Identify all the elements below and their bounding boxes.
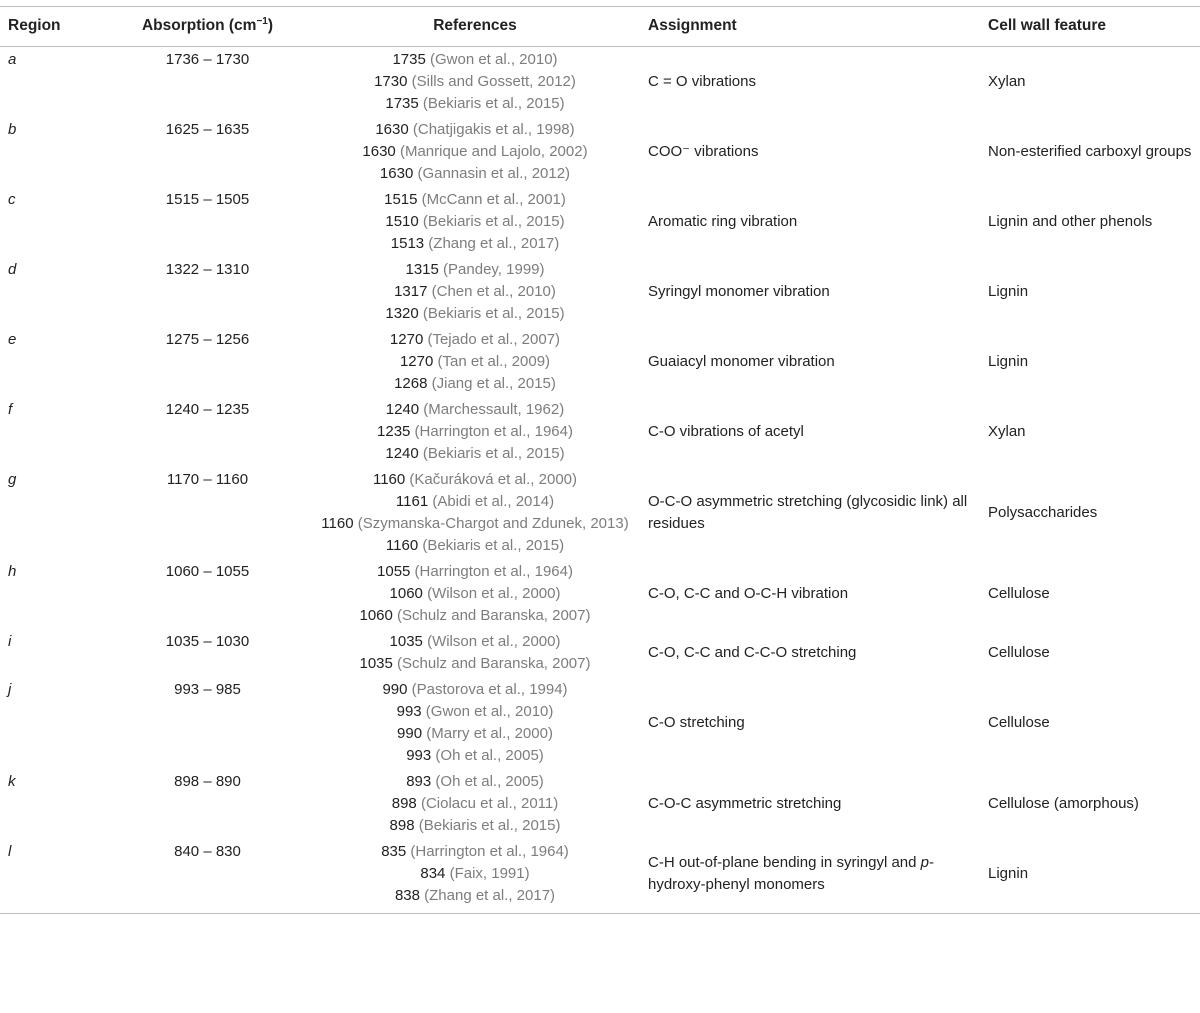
reference-line [318,793,632,815]
assignment-cell [640,559,980,629]
reference-line [318,605,632,627]
reference-citation: (Kačuráková et al., 2000) [405,471,578,488]
reference-line [318,49,632,71]
assignment-cell [640,467,980,559]
cell-wall-feature-cell: Non-esterified carboxyl groups [988,143,1192,160]
assignment-text: COO⁻ vibrations [648,143,759,160]
absorption-cell: 1515 – 1505 [165,191,250,208]
reference-line [318,583,632,605]
region-cell: d [8,261,17,278]
reference-wavenumber: 1240 [385,401,420,418]
reference-citation: (Schulz and Baranska, 2007) [392,655,591,672]
reference-wavenumber: 835 [381,843,407,860]
absorption-cell: 898 – 890 [174,773,241,790]
assignment-text: Guaiacyl monomer vibration [648,353,835,370]
reference-citation: (Manrique and Lajolo, 2002) [395,143,588,160]
reference-citation: (Bekiaris et al., 2015) [414,817,561,834]
reference-line [318,233,632,255]
reference-citation: (Chen et al., 2010) [427,283,556,300]
reference-line [318,351,632,373]
reference-line [318,373,632,395]
region-cell: j [8,681,12,698]
reference-wavenumber: 1317 [394,283,428,300]
references-cell [310,117,640,187]
header-references: References [310,7,640,47]
reference-line [318,469,632,491]
assignment-text: Syringyl monomer vibration [648,283,830,300]
references-cell [310,559,640,629]
reference-wavenumber: 838 [394,887,420,904]
absorption-cell: 1170 – 1160 [166,471,249,488]
reference-citation: (Sills and Gossett, 2012) [407,73,576,90]
reference-wavenumber: 1510 [385,213,419,230]
cell-wall-feature-cell: Cellulose [988,714,1050,731]
reference-wavenumber: 993 [396,703,422,720]
reference-citation: (Faix, 1991) [445,865,530,882]
reference-line [318,535,632,557]
absorption-cell: 1035 – 1030 [165,633,250,650]
region-cell: f [8,401,13,418]
assignment-text: C-O, C-C and C-C-O stretching [648,644,857,661]
reference-wavenumber: 1270 [399,353,434,370]
reference-wavenumber: 1060 [359,607,393,624]
reference-citation: (Harrington et al., 1964) [410,563,573,580]
reference-wavenumber: 1161 [395,493,429,510]
assignment-cell [640,677,980,769]
assignment-cell [640,47,980,118]
cell-wall-feature-cell: Lignin [980,839,1200,914]
region-cell: c [8,191,16,208]
absorption-cell: 1240 – 1235 [165,401,250,418]
reference-line [318,211,632,233]
reference-citation: (Pastorova et al., 1994) [407,681,568,698]
table-row [0,559,1200,629]
header-assignment: Assignment [640,7,980,47]
cell-wall-feature-cell: Cellulose (amorphous) [988,795,1139,812]
reference-wavenumber: 1055 [377,563,411,580]
table-row [0,839,1200,914]
assignment-cell [640,629,980,677]
assignment-text: O-C-O asymmetric stretching (glycosidic link) all residues [648,493,968,532]
references-cell [310,47,640,118]
reference-line [318,491,632,513]
reference-line [318,513,632,535]
absorption-cell: 1060 – 1055 [165,563,250,580]
region-cell: k [8,773,16,790]
reference-citation: (Gwon et al., 2010) [421,703,554,720]
reference-citation: (Oh et al., 2005) [431,747,544,764]
table-row [0,187,1200,257]
reference-wavenumber: 1035 [389,633,423,650]
header-absorption-exponent: −1 [256,15,268,27]
reference-wavenumber: 1060 [389,585,423,602]
assignment-text: Aromatic ring vibration [648,213,798,230]
cell-wall-feature-cell: Lignin and other phenols [988,213,1153,230]
reference-citation: (Marchessault, 1962) [419,401,565,418]
assignment-text: C-O vibrations of acetyl [648,423,804,440]
reference-citation: (Ciolacu et al., 2011) [416,795,559,812]
header-row [0,7,1200,47]
reference-citation: (Szymanska-Chargot and Zdunek, 2013) [353,515,629,532]
reference-citation: (Pandey, 1999) [438,261,545,278]
reference-wavenumber: 1270 [389,331,424,348]
cell-wall-feature-cell: Cellulose [988,585,1050,602]
reference-wavenumber: 1315 [405,261,439,278]
reference-line [318,93,632,115]
table-row [0,397,1200,467]
reference-line [318,815,632,837]
reference-line [318,163,632,185]
reference-citation: (Gwon et al., 2010) [425,51,558,68]
table-body [0,47,1200,914]
reference-line [318,421,632,443]
reference-wavenumber: 1235 [377,423,411,440]
reference-line [318,303,632,325]
assignment-cell [640,327,980,397]
reference-wavenumber: 1160 [372,471,406,488]
assignment-text: C-H out-of-plane bending in syringyl and [648,854,921,871]
references-cell [310,629,640,677]
reference-wavenumber: 1735 [385,95,419,112]
reference-citation: (Bekiaris et al., 2015) [418,305,565,322]
reference-wavenumber: 1630 [379,165,414,182]
reference-line [318,885,632,907]
absorption-cell: 1275 – 1256 [165,331,250,348]
reference-line [318,259,632,281]
reference-line [318,679,632,701]
reference-citation: (Marry et al., 2000) [422,725,553,742]
cell-wall-feature-cell: Polysaccharides [988,504,1098,521]
assignment-cell [640,257,980,327]
cell-wall-feature-cell: Cellulose [988,644,1050,661]
assignment-cell [640,839,980,914]
reference-citation: (Schulz and Baranska, 2007) [392,607,591,624]
assignment-text-end: -hydroxy-phenyl monomers [648,854,934,893]
header-region: Region [0,7,105,47]
assignment-text: C-O-C asymmetric stretching [648,795,842,812]
reference-citation: (Harrington et al., 1964) [406,843,569,860]
reference-wavenumber: 898 [391,795,417,812]
reference-line [318,71,632,93]
reference-citation: (Harrington et al., 1964) [410,423,573,440]
table-row [0,769,1200,839]
cell-wall-feature-cell: Xylan [988,423,1026,440]
reference-citation: (Bekiaris et al., 2015) [418,213,565,230]
header-absorption [105,7,310,47]
region-cell: h [8,563,17,580]
cell-wall-feature-cell: Lignin [988,283,1029,300]
reference-line [318,771,632,793]
region-cell: b [8,121,17,138]
assignment-cell [640,187,980,257]
reference-wavenumber: 1160 [321,515,354,532]
header-feature: Cell wall feature [980,7,1200,47]
reference-line [318,399,632,421]
assignment-text: C = O vibrations [648,73,756,90]
reference-line [318,119,632,141]
reference-citation: (McCann et al., 2001) [417,191,566,208]
region-cell: a [8,51,17,68]
reference-wavenumber: 1630 [375,121,409,138]
reference-line [318,701,632,723]
ftir-assignment-table [0,6,1200,914]
region-cell: i [8,633,12,650]
assignment-text: C-O, C-C and O-C-H vibration [648,585,849,602]
reference-citation: (Bekiaris et al., 2015) [418,537,565,554]
reference-wavenumber: 1035 [359,655,393,672]
absorption-cell: 1322 – 1310 [165,261,250,278]
references-cell [310,257,640,327]
cell-wall-feature-cell: Xylan [988,73,1026,90]
assignment-cell [640,397,980,467]
references-cell [310,397,640,467]
table-row [0,677,1200,769]
reference-line [318,189,632,211]
reference-citation: (Tejado et al., 2007) [423,331,561,348]
references-cell [310,327,640,397]
absorption-cell: 1736 – 1730 [165,51,250,68]
absorption-cell: 840 – 830 [105,839,310,914]
table-row [0,327,1200,397]
reference-line [318,723,632,745]
references-cell [310,187,640,257]
reference-line [318,745,632,767]
reference-wavenumber: 1515 [384,191,418,208]
absorption-cell: 993 – 985 [174,681,241,698]
region-cell: e [8,331,17,348]
reference-wavenumber: 1513 [390,235,425,252]
table-row [0,467,1200,559]
reference-wavenumber: 990 [397,725,423,742]
references-cell [310,677,640,769]
references-cell [310,467,640,559]
reference-wavenumber: 990 [382,681,408,698]
references-cell [310,839,640,914]
reference-wavenumber: 1730 [374,73,408,90]
reference-citation: (Abidi et al., 2014) [428,493,555,510]
reference-citation: (Jiang et al., 2015) [427,375,556,392]
header-absorption-label: Absorption (cm [141,17,257,34]
table-row [0,257,1200,327]
reference-line [318,281,632,303]
cell-wall-feature-cell: Lignin [988,353,1029,370]
table-row [0,629,1200,677]
table-row [0,47,1200,118]
reference-wavenumber: 1630 [362,143,396,160]
assignment-cell [640,117,980,187]
reference-wavenumber: 1735 [392,51,426,68]
reference-citation: (Wilson et al., 2000) [422,585,561,602]
reference-citation: (Tan et al., 2009) [433,353,551,370]
table-header [0,7,1200,47]
reference-wavenumber: 898 [389,817,415,834]
reference-line [318,631,632,653]
reference-line [318,653,632,675]
assignment-italic: p [920,854,929,871]
reference-citation: (Oh et al., 2005) [431,773,544,790]
reference-citation: (Bekiaris et al., 2015) [418,445,565,462]
region-cell: l [0,839,105,914]
table-row [0,117,1200,187]
reference-wavenumber: 834 [420,865,446,882]
reference-line [318,329,632,351]
references-cell [310,769,640,839]
reference-citation: (Bekiaris et al., 2015) [418,95,565,112]
reference-line [318,141,632,163]
reference-line [318,841,632,863]
reference-citation: (Wilson et al., 2000) [422,633,561,650]
reference-wavenumber: 1268 [394,375,428,392]
reference-citation: (Zhang et al., 2017) [419,887,556,904]
reference-citation: (Zhang et al., 2017) [424,235,560,252]
reference-wavenumber: 893 [406,773,432,790]
absorption-cell: 1625 – 1635 [165,121,250,138]
region-cell: g [8,471,17,488]
assignment-cell [640,769,980,839]
reference-wavenumber: 1240 [385,445,419,462]
reference-citation: (Chatjigakis et al., 1998) [408,121,575,138]
header-absorption-close: ) [267,17,274,34]
reference-wavenumber: 993 [406,747,432,764]
reference-wavenumber: 1160 [385,537,419,554]
reference-citation: (Gannasin et al., 2012) [413,165,571,182]
reference-wavenumber: 1320 [385,305,419,322]
reference-line [318,561,632,583]
reference-line [318,863,632,885]
reference-line [318,443,632,465]
assignment-text: C-O stretching [648,714,745,731]
